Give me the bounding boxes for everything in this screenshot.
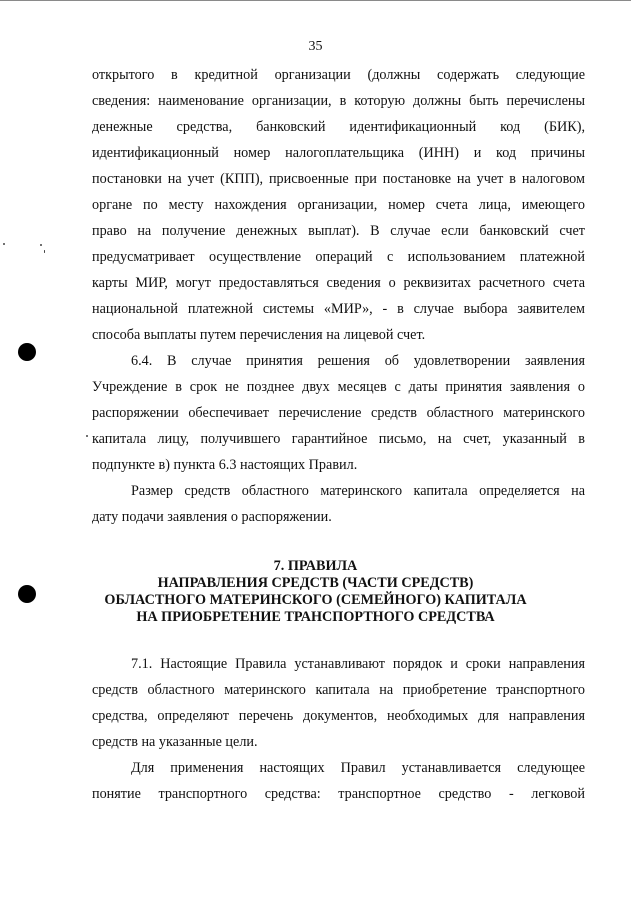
text-line: идентификационный номер налогоплательщика (ИНН) и код причины xyxy=(92,145,585,161)
paragraph-first-line: 7.1. Настоящие Правила устанавливают порядок и сроки направления xyxy=(131,656,585,672)
text-line: постановки на учет (КПП), присвоенные при постановке на учет в налоговом xyxy=(92,171,585,187)
scan-speck xyxy=(40,244,42,246)
text-line: сведения: наименование организации, в которую должны быть перечислены xyxy=(92,93,585,109)
paragraph-first-line: Размер средств областного материнского капитала определяется на xyxy=(131,483,585,499)
text-line: понятие транспортного средства: транспортное средство - легковой xyxy=(92,786,585,802)
text-line: подпункте в) пункта 6.3 настоящих Правил. xyxy=(92,457,358,473)
scan-speck xyxy=(86,435,88,437)
text-line: Учреждение в срок не позднее двух месяцев с даты принятия заявления о xyxy=(92,379,585,395)
text-line: способа выплаты путем перечисления на лицевой счет. xyxy=(92,327,426,343)
text-line: открытого в кредитной организации (должны содержать следующие xyxy=(92,67,585,83)
text-line: предусматривает осуществление операций с использованием платежной xyxy=(92,249,585,265)
punch-hole xyxy=(18,343,36,361)
section-heading-line: НАПРАВЛЕНИЯ СРЕДСТВ (ЧАСТИ СРЕДСТВ) xyxy=(157,575,474,591)
text-line: средства, определяют перечень документов, необходимых для направления xyxy=(92,708,585,724)
section-heading-number: 7. ПРАВИЛА xyxy=(273,558,358,574)
text-line: карты МИР, могут предоставляться сведения о реквизитах расчетного счета xyxy=(92,275,585,291)
text-line: средств на указанные цели. xyxy=(92,734,258,750)
page-top-edge xyxy=(0,0,631,1)
text-line: денежные средства, банковский идентификационный код (БИК), xyxy=(92,119,585,135)
scan-speck xyxy=(44,250,45,253)
text-line: дату подачи заявления о распоряжении. xyxy=(92,509,332,525)
text-line: право на получение денежных выплат). В случае если банковский счет xyxy=(92,223,585,239)
scan-speck xyxy=(3,243,5,245)
page-number: 35 xyxy=(308,39,323,54)
paragraph-first-line: 6.4. В случае принятия решения об удовлетворении заявления xyxy=(131,353,585,369)
paragraph-first-line: Для применения настоящих Правил устанавливается следующее xyxy=(131,760,585,776)
punch-hole xyxy=(18,585,36,603)
text-line: национальной платежной системы «МИР», - в случае выбора заявителем xyxy=(92,301,585,317)
text-line: капитала лицу, получившего гарантийное письмо, на счет, указанный в xyxy=(92,431,585,447)
text-line: распоряжении обеспечивает перечисление средств областного материнского xyxy=(92,405,585,421)
section-heading-line: НА ПРИОБРЕТЕНИЕ ТРАНСПОРТНОГО СРЕДСТВА xyxy=(136,609,495,625)
text-line: средств областного материнского капитала на приобретение транспортного xyxy=(92,682,585,698)
section-heading-line: ОБЛАСТНОГО МАТЕРИНСКОГО (СЕМЕЙНОГО) КАПИТАЛА xyxy=(104,592,527,608)
text-line: органе по месту нахождения организации, номер счета лица, имеющего xyxy=(92,197,585,213)
